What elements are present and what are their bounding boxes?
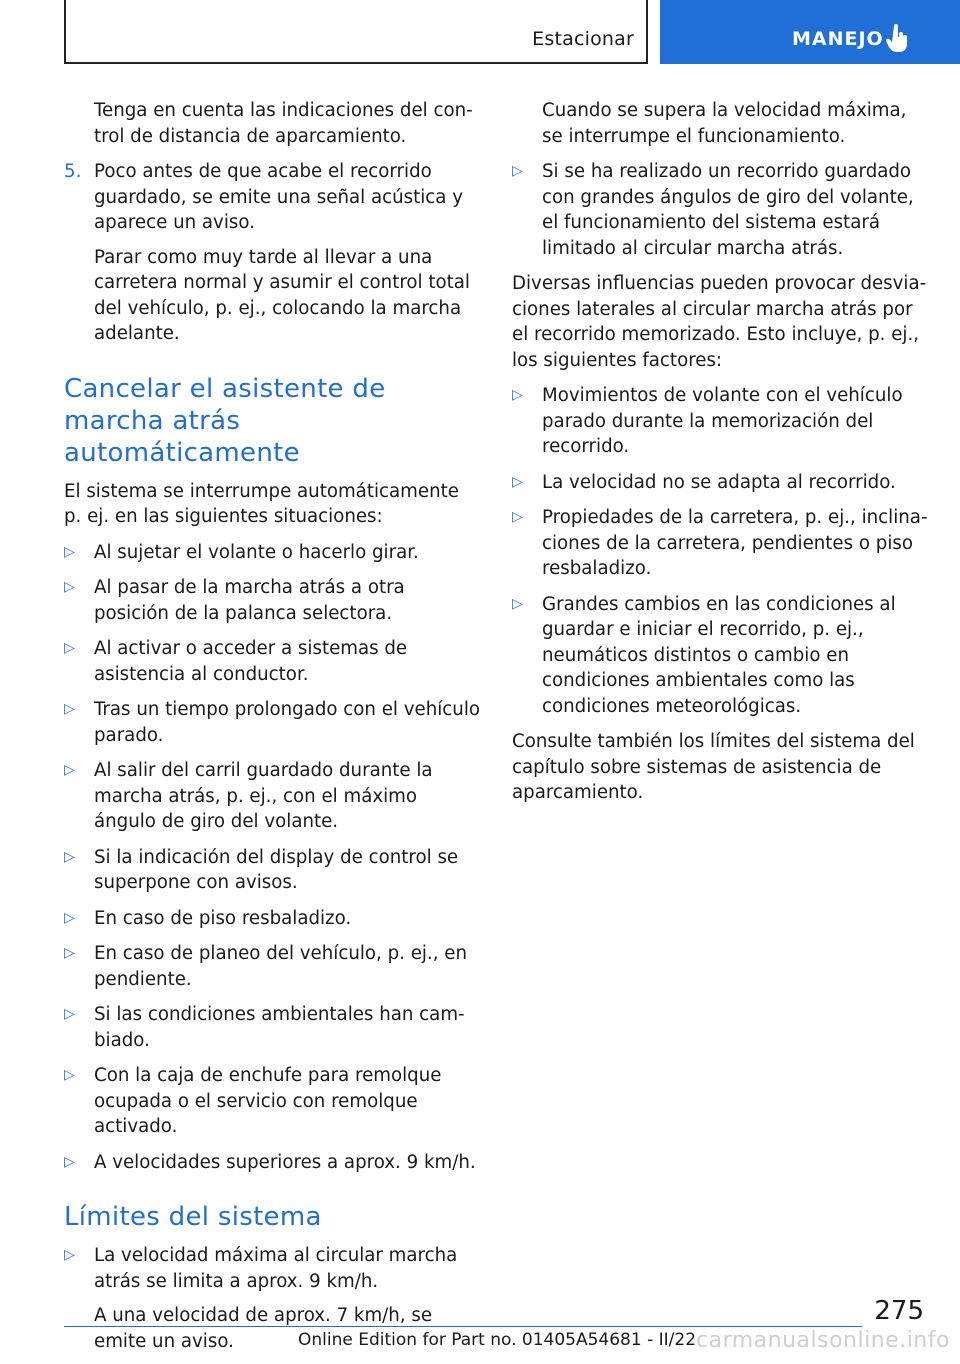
list-item: ▷ Al pasar de la marcha atrás a otra posición de la palanca selectora. <box>64 577 405 624</box>
triangle-bullet-icon: ▷ <box>64 1247 75 1263</box>
right-column <box>512 98 932 816</box>
cancel-conditions-list <box>64 540 480 1176</box>
footer-rule <box>64 1326 862 1327</box>
list-item: ▷ Si la indicación del display de control se superpone con avisos. <box>64 846 459 893</box>
list-item: ▷ Grandes cambios en las condiciones al guardar e iniciar el recorrido, p. ej., neumáticos distintos o cambio en condiciones ambientales como las condiciones meteorológicas. <box>512 593 896 717</box>
triangle-bullet-icon: ▷ <box>512 473 523 490</box>
triangle-bullet-icon: ▷ <box>64 848 75 865</box>
list-item: ▷ A velocidades superiores a aprox. 9 km/h. <box>64 1150 480 1176</box>
triangle-bullet-icon: ▷ <box>512 595 523 612</box>
triangle-bullet-icon: ▷ <box>512 509 523 525</box>
triangle-bullet-icon: ▷ <box>512 387 523 403</box>
list-item: ▷ En caso de piso resbaladizo. <box>64 906 480 932</box>
list-item: ▷ Al activar o acceder a sistemas de asistencia al conductor. <box>64 638 408 685</box>
list-item: ▷ Movimientos de volante con el vehículo parado durante la memorización del recorrido. <box>512 385 903 457</box>
triangle-bullet-icon: ▷ <box>64 640 75 656</box>
section-heading-cancel: Cancelar el asistente de marcha atrás automáticamente <box>64 373 386 468</box>
hand-pointer-icon <box>886 24 908 54</box>
factors-list <box>512 383 932 719</box>
section-intro: El sistema se interrumpe automáticamente p. ej. en las siguientes situaciones: <box>64 480 459 527</box>
list-item: ▷ La velocidad máxima al circular marcha atrás se limita a aprox. 9 km/h. A una velocidad de aprox. 7 km/h, se emite un aviso. <box>64 1243 480 1354</box>
list-item: ▷ Si las condiciones ambientales han cambiado. <box>64 1004 465 1051</box>
triangle-bullet-icon: ▷ <box>64 1067 75 1083</box>
header-section-box <box>64 0 648 64</box>
triangle-bullet-icon: ▷ <box>64 579 75 595</box>
consult-paragraph: Consulte también los límites del sistema del capítulo sobre sistemas de asistencia de aparcamiento. <box>512 731 915 803</box>
list-item: ▷ Propiedades de la carretera, p. ej., inclinaciones de la carretera, pendientes o piso resbaladizo. <box>512 507 928 579</box>
triangle-bullet-icon: ▷ <box>64 1006 75 1022</box>
watermark: carmanualsonline.info <box>696 1328 950 1353</box>
triangle-bullet-icon: ▷ <box>64 762 75 778</box>
section-title: Estacionar <box>532 28 634 50</box>
triangle-bullet-icon: ▷ <box>64 945 75 961</box>
list-item: ▷ Al salir del carril guardado durante la marcha atrás, p. ej., con el máximo ángulo de giro del volante. <box>64 760 433 832</box>
triangle-bullet-icon: ▷ <box>64 701 75 717</box>
triangle-bullet-icon: ▷ <box>512 163 523 179</box>
list-item: ▷ Tras un tiempo prolongado con el vehículo parado. <box>64 699 480 746</box>
list-item: ▷ Con la caja de enchufe para remolque ocupada o el servicio con remolque activado. <box>64 1065 442 1137</box>
step-text: Poco antes de que acabe el recorrido guardado, se emite una señal acústica y aparece un aviso. <box>94 161 463 233</box>
chapter-title: MANEJO <box>792 28 884 50</box>
step-5 <box>64 159 480 347</box>
step-subtext: Parar como muy tarde al llevar a una carretera normal y asumir el control total del vehículo, p. ej., colocando la marcha adelante. <box>94 246 470 344</box>
page-number: 275 <box>874 1296 924 1326</box>
list-item: ▷ Al sujetar el volante o hacerlo girar. <box>64 540 480 566</box>
edition-note: Online Edition for Part no. 01405A54681 - II/22 <box>298 1330 697 1350</box>
continuation-paragraph: Cuando se supera la velocidad máxima, se interrumpe el funcionamiento. <box>542 100 907 147</box>
chapter-tab <box>660 0 960 64</box>
left-column <box>64 98 480 1364</box>
intro-paragraph: Tenga en cuenta las indicaciones del control de distancia de aparcamiento. <box>94 100 473 147</box>
triangle-bullet-icon: ▷ <box>64 1153 75 1170</box>
influences-paragraph: Diversas influencias pueden provocar desviaciones laterales al circular marcha atrás por el recorrido memorizado. Esto incluye, p. ej., los siguientes factores: <box>512 273 927 371</box>
triangle-bullet-icon: ▷ <box>64 909 75 926</box>
list-item: ▷ Si se ha realizado un recorrido guardado con grandes ángulos de giro del volante, el funcionamiento del sistema estará limitado al circular marcha atrás. <box>512 161 914 259</box>
step-number: 5. <box>64 161 82 182</box>
list-item: ▷ La velocidad no se adapta al recorrido. <box>512 470 932 496</box>
section-heading-limits: Límites del sistema <box>64 1202 322 1232</box>
list-item-subtext: A una velocidad de aprox. 7 km/h, se emite un aviso. <box>94 1305 433 1352</box>
list-item: ▷ En caso de planeo del vehículo, p. ej., en pendiente. <box>64 943 467 990</box>
triangle-bullet-icon: ▷ <box>64 543 75 560</box>
